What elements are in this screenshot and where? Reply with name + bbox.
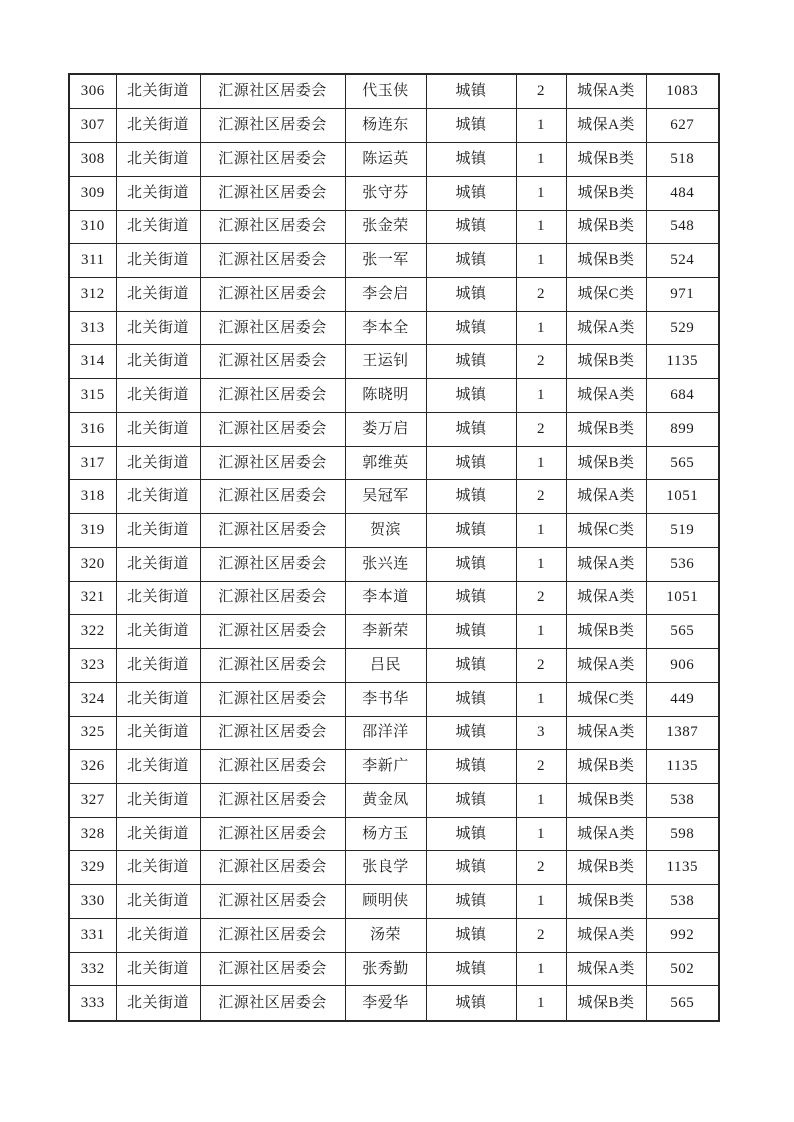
cell-insurance-category: 城保A类 <box>566 379 646 413</box>
cell-seq-number: 307 <box>69 109 116 143</box>
cell-seq-number: 330 <box>69 885 116 919</box>
cell-person-name: 吕民 <box>345 649 426 683</box>
cell-insurance-category: 城保B类 <box>566 176 646 210</box>
cell-committee: 汇源社区居委会 <box>200 649 345 683</box>
cell-seq-number: 306 <box>69 74 116 109</box>
cell-amount: 565 <box>646 986 719 1021</box>
cell-household-type: 城镇 <box>426 547 516 581</box>
cell-street: 北关街道 <box>116 885 200 919</box>
cell-committee: 汇源社区居委会 <box>200 581 345 615</box>
cell-household-type: 城镇 <box>426 277 516 311</box>
cell-household-type: 城镇 <box>426 716 516 750</box>
cell-person-count: 1 <box>516 109 566 143</box>
cell-committee: 汇源社区居委会 <box>200 918 345 952</box>
cell-seq-number: 319 <box>69 514 116 548</box>
table-row <box>69 817 719 851</box>
cell-person-count: 1 <box>516 514 566 548</box>
cell-committee: 汇源社区居委会 <box>200 615 345 649</box>
cell-amount: 1135 <box>646 750 719 784</box>
cell-insurance-category: 城保B类 <box>566 446 646 480</box>
cell-street: 北关街道 <box>116 514 200 548</box>
cell-committee: 汇源社区居委会 <box>200 412 345 446</box>
cell-amount: 548 <box>646 210 719 244</box>
cell-person-name: 王运钊 <box>345 345 426 379</box>
table-row <box>69 143 719 177</box>
cell-committee: 汇源社区居委会 <box>200 716 345 750</box>
cell-person-count: 1 <box>516 311 566 345</box>
cell-person-count: 1 <box>516 817 566 851</box>
cell-insurance-category: 城保A类 <box>566 952 646 986</box>
cell-insurance-category: 城保B类 <box>566 986 646 1021</box>
cell-household-type: 城镇 <box>426 311 516 345</box>
table-row <box>69 885 719 919</box>
cell-household-type: 城镇 <box>426 649 516 683</box>
table-row <box>69 74 719 109</box>
cell-committee: 汇源社区居委会 <box>200 547 345 581</box>
cell-person-count: 1 <box>516 885 566 919</box>
cell-seq-number: 323 <box>69 649 116 683</box>
cell-street: 北关街道 <box>116 817 200 851</box>
cell-household-type: 城镇 <box>426 885 516 919</box>
cell-insurance-category: 城保A类 <box>566 547 646 581</box>
cell-household-type: 城镇 <box>426 986 516 1021</box>
cell-seq-number: 313 <box>69 311 116 345</box>
cell-street: 北关街道 <box>116 581 200 615</box>
cell-household-type: 城镇 <box>426 446 516 480</box>
cell-street: 北关街道 <box>116 615 200 649</box>
cell-committee: 汇源社区居委会 <box>200 682 345 716</box>
cell-seq-number: 321 <box>69 581 116 615</box>
table-row <box>69 176 719 210</box>
cell-amount: 1083 <box>646 74 719 109</box>
cell-household-type: 城镇 <box>426 581 516 615</box>
table-row <box>69 480 719 514</box>
cell-insurance-category: 城保B类 <box>566 615 646 649</box>
table-row <box>69 851 719 885</box>
cell-street: 北关街道 <box>116 176 200 210</box>
cell-amount: 899 <box>646 412 719 446</box>
cell-amount: 524 <box>646 244 719 278</box>
cell-person-count: 2 <box>516 750 566 784</box>
cell-person-count: 1 <box>516 143 566 177</box>
cell-street: 北关街道 <box>116 109 200 143</box>
cell-person-count: 2 <box>516 918 566 952</box>
cell-amount: 565 <box>646 615 719 649</box>
cell-household-type: 城镇 <box>426 109 516 143</box>
cell-seq-number: 317 <box>69 446 116 480</box>
cell-street: 北关街道 <box>116 446 200 480</box>
cell-person-count: 2 <box>516 345 566 379</box>
cell-person-count: 1 <box>516 986 566 1021</box>
cell-amount: 565 <box>646 446 719 480</box>
cell-household-type: 城镇 <box>426 176 516 210</box>
cell-household-type: 城镇 <box>426 952 516 986</box>
table-row <box>69 783 719 817</box>
table-row <box>69 716 719 750</box>
cell-person-name: 李本道 <box>345 581 426 615</box>
table-row <box>69 514 719 548</box>
cell-committee: 汇源社区居委会 <box>200 176 345 210</box>
cell-amount: 449 <box>646 682 719 716</box>
cell-insurance-category: 城保B类 <box>566 244 646 278</box>
cell-person-count: 1 <box>516 379 566 413</box>
cell-person-name: 郭维英 <box>345 446 426 480</box>
cell-person-name: 张兴连 <box>345 547 426 581</box>
cell-seq-number: 320 <box>69 547 116 581</box>
cell-person-name: 顾明侠 <box>345 885 426 919</box>
cell-seq-number: 310 <box>69 210 116 244</box>
cell-street: 北关街道 <box>116 74 200 109</box>
cell-street: 北关街道 <box>116 480 200 514</box>
cell-street: 北关街道 <box>116 547 200 581</box>
cell-insurance-category: 城保B类 <box>566 851 646 885</box>
cell-person-count: 1 <box>516 783 566 817</box>
cell-person-count: 2 <box>516 649 566 683</box>
cell-household-type: 城镇 <box>426 783 516 817</box>
cell-household-type: 城镇 <box>426 918 516 952</box>
cell-seq-number: 314 <box>69 345 116 379</box>
cell-street: 北关街道 <box>116 379 200 413</box>
table-row <box>69 581 719 615</box>
cell-committee: 汇源社区居委会 <box>200 345 345 379</box>
cell-amount: 519 <box>646 514 719 548</box>
table-row <box>69 918 719 952</box>
cell-street: 北关街道 <box>116 277 200 311</box>
cell-person-name: 李书华 <box>345 682 426 716</box>
cell-insurance-category: 城保B类 <box>566 750 646 784</box>
cell-insurance-category: 城保B类 <box>566 210 646 244</box>
cell-household-type: 城镇 <box>426 851 516 885</box>
cell-person-count: 2 <box>516 74 566 109</box>
cell-person-count: 1 <box>516 244 566 278</box>
cell-committee: 汇源社区居委会 <box>200 311 345 345</box>
cell-street: 北关街道 <box>116 649 200 683</box>
cell-street: 北关街道 <box>116 210 200 244</box>
cell-insurance-category: 城保C类 <box>566 277 646 311</box>
cell-household-type: 城镇 <box>426 817 516 851</box>
cell-person-count: 1 <box>516 952 566 986</box>
cell-seq-number: 333 <box>69 986 116 1021</box>
cell-household-type: 城镇 <box>426 143 516 177</box>
cell-person-count: 2 <box>516 851 566 885</box>
cell-street: 北关街道 <box>116 952 200 986</box>
cell-person-count: 1 <box>516 547 566 581</box>
cell-insurance-category: 城保A类 <box>566 74 646 109</box>
cell-person-name: 李新荣 <box>345 615 426 649</box>
cell-street: 北关街道 <box>116 311 200 345</box>
cell-person-name: 邵洋洋 <box>345 716 426 750</box>
cell-insurance-category: 城保C类 <box>566 682 646 716</box>
cell-seq-number: 332 <box>69 952 116 986</box>
cell-street: 北关街道 <box>116 851 200 885</box>
cell-household-type: 城镇 <box>426 345 516 379</box>
cell-seq-number: 309 <box>69 176 116 210</box>
cell-amount: 906 <box>646 649 719 683</box>
cell-seq-number: 318 <box>69 480 116 514</box>
table-row <box>69 277 719 311</box>
cell-seq-number: 322 <box>69 615 116 649</box>
benefit-roster-table <box>68 73 720 1022</box>
cell-committee: 汇源社区居委会 <box>200 143 345 177</box>
cell-household-type: 城镇 <box>426 210 516 244</box>
table-row <box>69 682 719 716</box>
cell-committee: 汇源社区居委会 <box>200 750 345 784</box>
cell-household-type: 城镇 <box>426 615 516 649</box>
cell-person-name: 张一军 <box>345 244 426 278</box>
cell-person-count: 2 <box>516 277 566 311</box>
cell-person-name: 李本全 <box>345 311 426 345</box>
cell-street: 北关街道 <box>116 783 200 817</box>
cell-seq-number: 329 <box>69 851 116 885</box>
cell-person-count: 1 <box>516 176 566 210</box>
cell-amount: 684 <box>646 379 719 413</box>
cell-person-name: 汤荣 <box>345 918 426 952</box>
cell-person-count: 1 <box>516 446 566 480</box>
cell-committee: 汇源社区居委会 <box>200 109 345 143</box>
cell-street: 北关街道 <box>116 412 200 446</box>
table-sheet <box>68 73 718 1022</box>
cell-seq-number: 316 <box>69 412 116 446</box>
cell-street: 北关街道 <box>116 345 200 379</box>
cell-committee: 汇源社区居委会 <box>200 952 345 986</box>
cell-amount: 1387 <box>646 716 719 750</box>
cell-seq-number: 326 <box>69 750 116 784</box>
cell-amount: 971 <box>646 277 719 311</box>
cell-person-count: 1 <box>516 210 566 244</box>
cell-amount: 1135 <box>646 345 719 379</box>
table-row <box>69 986 719 1021</box>
cell-person-name: 杨连东 <box>345 109 426 143</box>
cell-street: 北关街道 <box>116 918 200 952</box>
cell-person-count: 2 <box>516 412 566 446</box>
cell-street: 北关街道 <box>116 143 200 177</box>
cell-person-count: 2 <box>516 480 566 514</box>
cell-amount: 1051 <box>646 581 719 615</box>
cell-insurance-category: 城保A类 <box>566 311 646 345</box>
cell-insurance-category: 城保B类 <box>566 885 646 919</box>
cell-seq-number: 325 <box>69 716 116 750</box>
cell-person-name: 贺滨 <box>345 514 426 548</box>
cell-insurance-category: 城保A类 <box>566 109 646 143</box>
cell-household-type: 城镇 <box>426 412 516 446</box>
cell-amount: 538 <box>646 783 719 817</box>
table-row <box>69 345 719 379</box>
cell-household-type: 城镇 <box>426 514 516 548</box>
cell-seq-number: 315 <box>69 379 116 413</box>
table-row <box>69 311 719 345</box>
cell-amount: 598 <box>646 817 719 851</box>
cell-person-name: 张秀勤 <box>345 952 426 986</box>
cell-insurance-category: 城保A类 <box>566 581 646 615</box>
cell-amount: 627 <box>646 109 719 143</box>
cell-amount: 518 <box>646 143 719 177</box>
cell-person-name: 张良学 <box>345 851 426 885</box>
cell-household-type: 城镇 <box>426 244 516 278</box>
cell-committee: 汇源社区居委会 <box>200 379 345 413</box>
cell-person-name: 黄金凤 <box>345 783 426 817</box>
cell-street: 北关街道 <box>116 716 200 750</box>
table-row <box>69 379 719 413</box>
cell-person-name: 张金荣 <box>345 210 426 244</box>
cell-committee: 汇源社区居委会 <box>200 817 345 851</box>
cell-seq-number: 324 <box>69 682 116 716</box>
table-row <box>69 750 719 784</box>
cell-seq-number: 308 <box>69 143 116 177</box>
cell-committee: 汇源社区居委会 <box>200 74 345 109</box>
cell-amount: 1135 <box>646 851 719 885</box>
cell-street: 北关街道 <box>116 986 200 1021</box>
cell-household-type: 城镇 <box>426 480 516 514</box>
cell-person-count: 3 <box>516 716 566 750</box>
cell-insurance-category: 城保A类 <box>566 817 646 851</box>
cell-person-name: 娄万启 <box>345 412 426 446</box>
cell-committee: 汇源社区居委会 <box>200 783 345 817</box>
cell-insurance-category: 城保A类 <box>566 649 646 683</box>
cell-household-type: 城镇 <box>426 379 516 413</box>
cell-seq-number: 331 <box>69 918 116 952</box>
cell-person-name: 张守芬 <box>345 176 426 210</box>
cell-amount: 1051 <box>646 480 719 514</box>
cell-person-name: 陈运英 <box>345 143 426 177</box>
cell-committee: 汇源社区居委会 <box>200 851 345 885</box>
cell-person-name: 李爱华 <box>345 986 426 1021</box>
cell-street: 北关街道 <box>116 682 200 716</box>
cell-seq-number: 327 <box>69 783 116 817</box>
cell-person-name: 陈晓明 <box>345 379 426 413</box>
cell-person-count: 2 <box>516 581 566 615</box>
table-row <box>69 446 719 480</box>
cell-amount: 992 <box>646 918 719 952</box>
table-row <box>69 109 719 143</box>
cell-street: 北关街道 <box>116 244 200 278</box>
cell-street: 北关街道 <box>116 750 200 784</box>
cell-committee: 汇源社区居委会 <box>200 244 345 278</box>
cell-person-count: 1 <box>516 682 566 716</box>
cell-insurance-category: 城保C类 <box>566 514 646 548</box>
table-row <box>69 210 719 244</box>
cell-committee: 汇源社区居委会 <box>200 446 345 480</box>
cell-insurance-category: 城保A类 <box>566 918 646 952</box>
table-row <box>69 649 719 683</box>
cell-committee: 汇源社区居委会 <box>200 986 345 1021</box>
cell-insurance-category: 城保B类 <box>566 412 646 446</box>
cell-seq-number: 328 <box>69 817 116 851</box>
cell-insurance-category: 城保B类 <box>566 143 646 177</box>
cell-amount: 529 <box>646 311 719 345</box>
cell-amount: 502 <box>646 952 719 986</box>
cell-person-name: 杨方玉 <box>345 817 426 851</box>
cell-person-name: 吴冠军 <box>345 480 426 514</box>
cell-amount: 536 <box>646 547 719 581</box>
cell-amount: 484 <box>646 176 719 210</box>
cell-insurance-category: 城保A类 <box>566 716 646 750</box>
cell-person-count: 1 <box>516 615 566 649</box>
cell-seq-number: 311 <box>69 244 116 278</box>
cell-household-type: 城镇 <box>426 682 516 716</box>
cell-household-type: 城镇 <box>426 74 516 109</box>
cell-person-name: 李新广 <box>345 750 426 784</box>
cell-person-name: 李会启 <box>345 277 426 311</box>
table-row <box>69 547 719 581</box>
cell-household-type: 城镇 <box>426 750 516 784</box>
table-row <box>69 412 719 446</box>
cell-person-name: 代玉侠 <box>345 74 426 109</box>
cell-insurance-category: 城保A类 <box>566 480 646 514</box>
table-row <box>69 615 719 649</box>
cell-committee: 汇源社区居委会 <box>200 514 345 548</box>
table-body <box>69 74 719 1021</box>
cell-insurance-category: 城保B类 <box>566 345 646 379</box>
cell-committee: 汇源社区居委会 <box>200 480 345 514</box>
table-row <box>69 952 719 986</box>
table-row <box>69 244 719 278</box>
cell-seq-number: 312 <box>69 277 116 311</box>
cell-committee: 汇源社区居委会 <box>200 210 345 244</box>
cell-committee: 汇源社区居委会 <box>200 277 345 311</box>
cell-committee: 汇源社区居委会 <box>200 885 345 919</box>
cell-amount: 538 <box>646 885 719 919</box>
cell-insurance-category: 城保B类 <box>566 783 646 817</box>
